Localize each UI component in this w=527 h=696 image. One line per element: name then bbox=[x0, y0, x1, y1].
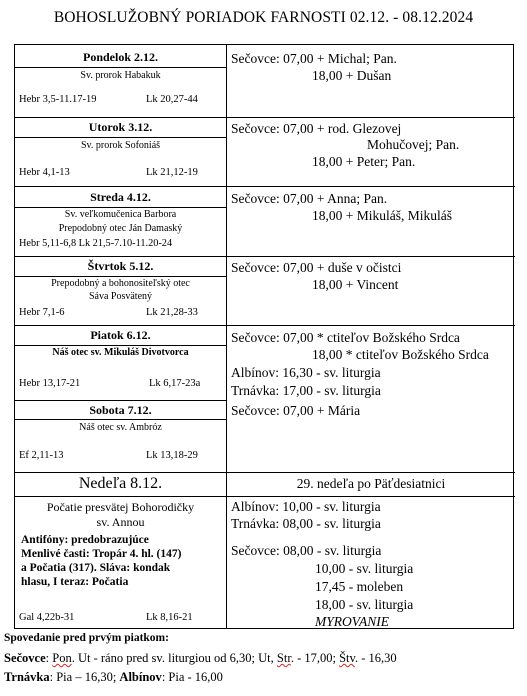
reading-gospel: Lk 13,18-29 bbox=[146, 450, 198, 461]
mass-line: 18,00 - sv. liturgia bbox=[315, 597, 414, 612]
text: . - 16,30 bbox=[354, 651, 397, 665]
place-name: Albínov bbox=[119, 670, 162, 684]
text: Štv bbox=[339, 651, 355, 665]
text: : Pia – 16,30; bbox=[49, 670, 120, 684]
reading-gospel: Lk 8,16-21 bbox=[146, 612, 193, 623]
mass-line: 18,00 + Vincent bbox=[312, 277, 399, 292]
day-name: Sobota 7.12. bbox=[89, 403, 152, 417]
saint-line: Sv. prorok Sofoniáš bbox=[80, 140, 161, 151]
reading-gospel: Lk 20,27-44 bbox=[146, 94, 198, 105]
mass-line: 18,00 + Dušan bbox=[312, 68, 392, 83]
mass-line: Trnávka: 17,00 - sv. liturgia bbox=[231, 383, 381, 398]
mass-line: Trnávka: 08,00 - sv. liturgia bbox=[231, 516, 381, 531]
reading-epistle: Hebr 13,17-21 bbox=[19, 378, 81, 389]
mass-line: 18,00 + Peter; Pan. bbox=[312, 154, 416, 169]
mass-line: 18,00 * ctiteľov Božského Srdca bbox=[312, 347, 489, 362]
divider bbox=[15, 67, 226, 68]
divider bbox=[15, 325, 515, 326]
column-divider bbox=[226, 45, 227, 628]
mass-line: 10,00 - sv. liturgia bbox=[315, 561, 414, 576]
divider bbox=[15, 117, 515, 118]
day-name: Streda 4.12. bbox=[90, 190, 151, 204]
divider bbox=[15, 472, 515, 473]
mass-line: Sečovce: 07,00 + rod. Glezovej bbox=[231, 121, 402, 136]
place-name: Trnávka bbox=[4, 670, 50, 684]
divider bbox=[15, 186, 515, 187]
sunday-saint: sv. Annou bbox=[96, 515, 145, 529]
text: . Ut - ráno pred sv. liturgiou od 6,30; Ut, bbox=[71, 651, 277, 665]
mass-line: Mohučovej; Pan. bbox=[367, 137, 460, 152]
text: . - 17,00; bbox=[290, 651, 340, 665]
antifony-line: hlasu, I teraz: Počatia bbox=[21, 576, 129, 588]
antifony-line: Menlivé časti: Tropár 4. hl. (147) bbox=[21, 548, 182, 560]
saint-line: Prepodobný a bohonositeľský otec bbox=[51, 278, 190, 289]
divider bbox=[15, 137, 226, 138]
text: : bbox=[45, 651, 53, 665]
divider bbox=[15, 400, 226, 401]
reading-epistle: Gal 4,22b-31 bbox=[19, 612, 75, 623]
readings: Hebr 5,11-6,8 Lk 21,5-7.10-11.20-24 bbox=[19, 238, 173, 249]
mass-line: Sečovce: 07,00 + duše v očistci bbox=[231, 260, 402, 275]
reading-gospel: Lk 21,28-33 bbox=[146, 307, 198, 318]
confession-heading: Spovedanie pred prvým piatkom: bbox=[4, 632, 169, 644]
day-name: Piatok 6.12. bbox=[90, 328, 151, 342]
mass-line: Sečovce: 07,00 + Michal; Pan. bbox=[231, 51, 397, 66]
confession-line-1 bbox=[4, 651, 397, 666]
divider bbox=[15, 256, 515, 257]
reading-epistle: Ef 2,11-13 bbox=[19, 450, 64, 461]
mass-line: Sečovce: 08,00 - sv. liturgia bbox=[231, 543, 382, 558]
saint-line: Sv. veľkomučenica Barbora bbox=[64, 209, 177, 220]
reading-epistle: Hebr 4,1-13 bbox=[19, 167, 70, 178]
saint-line: Sáva Posvätený bbox=[88, 291, 153, 302]
saint-line: Náš otec sv. Mikuláš Divotvorca bbox=[52, 347, 189, 358]
mass-line: MYROVANIE bbox=[315, 614, 389, 629]
reading-gospel: Lk 6,17-23a bbox=[149, 378, 201, 389]
confession-line-2 bbox=[4, 670, 223, 685]
day-name: Pondelok 2.12. bbox=[82, 50, 158, 64]
saint-line: Prepodobný otec Ján Damaský bbox=[58, 223, 183, 234]
mass-line: 17,45 - moleben bbox=[315, 579, 404, 594]
saint-line: Náš otec sv. Ambróz bbox=[79, 422, 162, 433]
sunday-saint: Počatie presvätej Bohorodičky bbox=[46, 500, 195, 514]
reading-gospel: Lk 21,12-19 bbox=[146, 167, 198, 178]
text: : Pia - 16,00 bbox=[161, 670, 223, 684]
divider bbox=[15, 419, 226, 420]
day-name: Štvrtok 5.12. bbox=[87, 259, 154, 273]
divider bbox=[15, 345, 226, 346]
divider bbox=[15, 276, 226, 277]
place-name: Sečovce bbox=[4, 651, 46, 665]
reading-epistle: Hebr 7,1-6 bbox=[19, 307, 65, 318]
text: Pon bbox=[52, 651, 72, 665]
reading-epistle: Hebr 3,5-11.17-19 bbox=[19, 94, 97, 105]
antifony-line: Antifóny: predobrazujúce bbox=[21, 534, 149, 546]
mass-line: 18,00 + Mikuláš, Mikuláš bbox=[312, 208, 452, 223]
schedule-table bbox=[14, 44, 514, 629]
mass-line: Sečovce: 07,00 + Anna; Pan. bbox=[231, 191, 388, 206]
saint-line: Sv. prorok Habakuk bbox=[80, 70, 161, 81]
sunday-name: Nedeľa 8.12. bbox=[78, 475, 163, 492]
mass-line: Sečovce: 07,00 * ctiteľov Božského Srdca bbox=[231, 330, 460, 345]
divider bbox=[15, 496, 515, 497]
sunday-heading: 29. nedeľa po Päťdesiatnici bbox=[296, 476, 446, 491]
mass-line: Albínov: 16,30 - sv. liturgia bbox=[231, 365, 381, 380]
divider bbox=[15, 207, 226, 208]
mass-line: Sečovce: 07,00 + Mária bbox=[231, 403, 361, 418]
mass-line: Albínov: 10,00 - sv. liturgia bbox=[231, 499, 381, 514]
day-name: Utorok 3.12. bbox=[88, 120, 153, 134]
page-title: BOHOSLUŽOBNÝ PORIADOK FARNOSTI 02.12. - 08.12.2024 bbox=[53, 9, 474, 26]
antifony-line: a Počatia (317). Sláva: kondak bbox=[21, 562, 171, 574]
text: Str bbox=[276, 651, 291, 665]
